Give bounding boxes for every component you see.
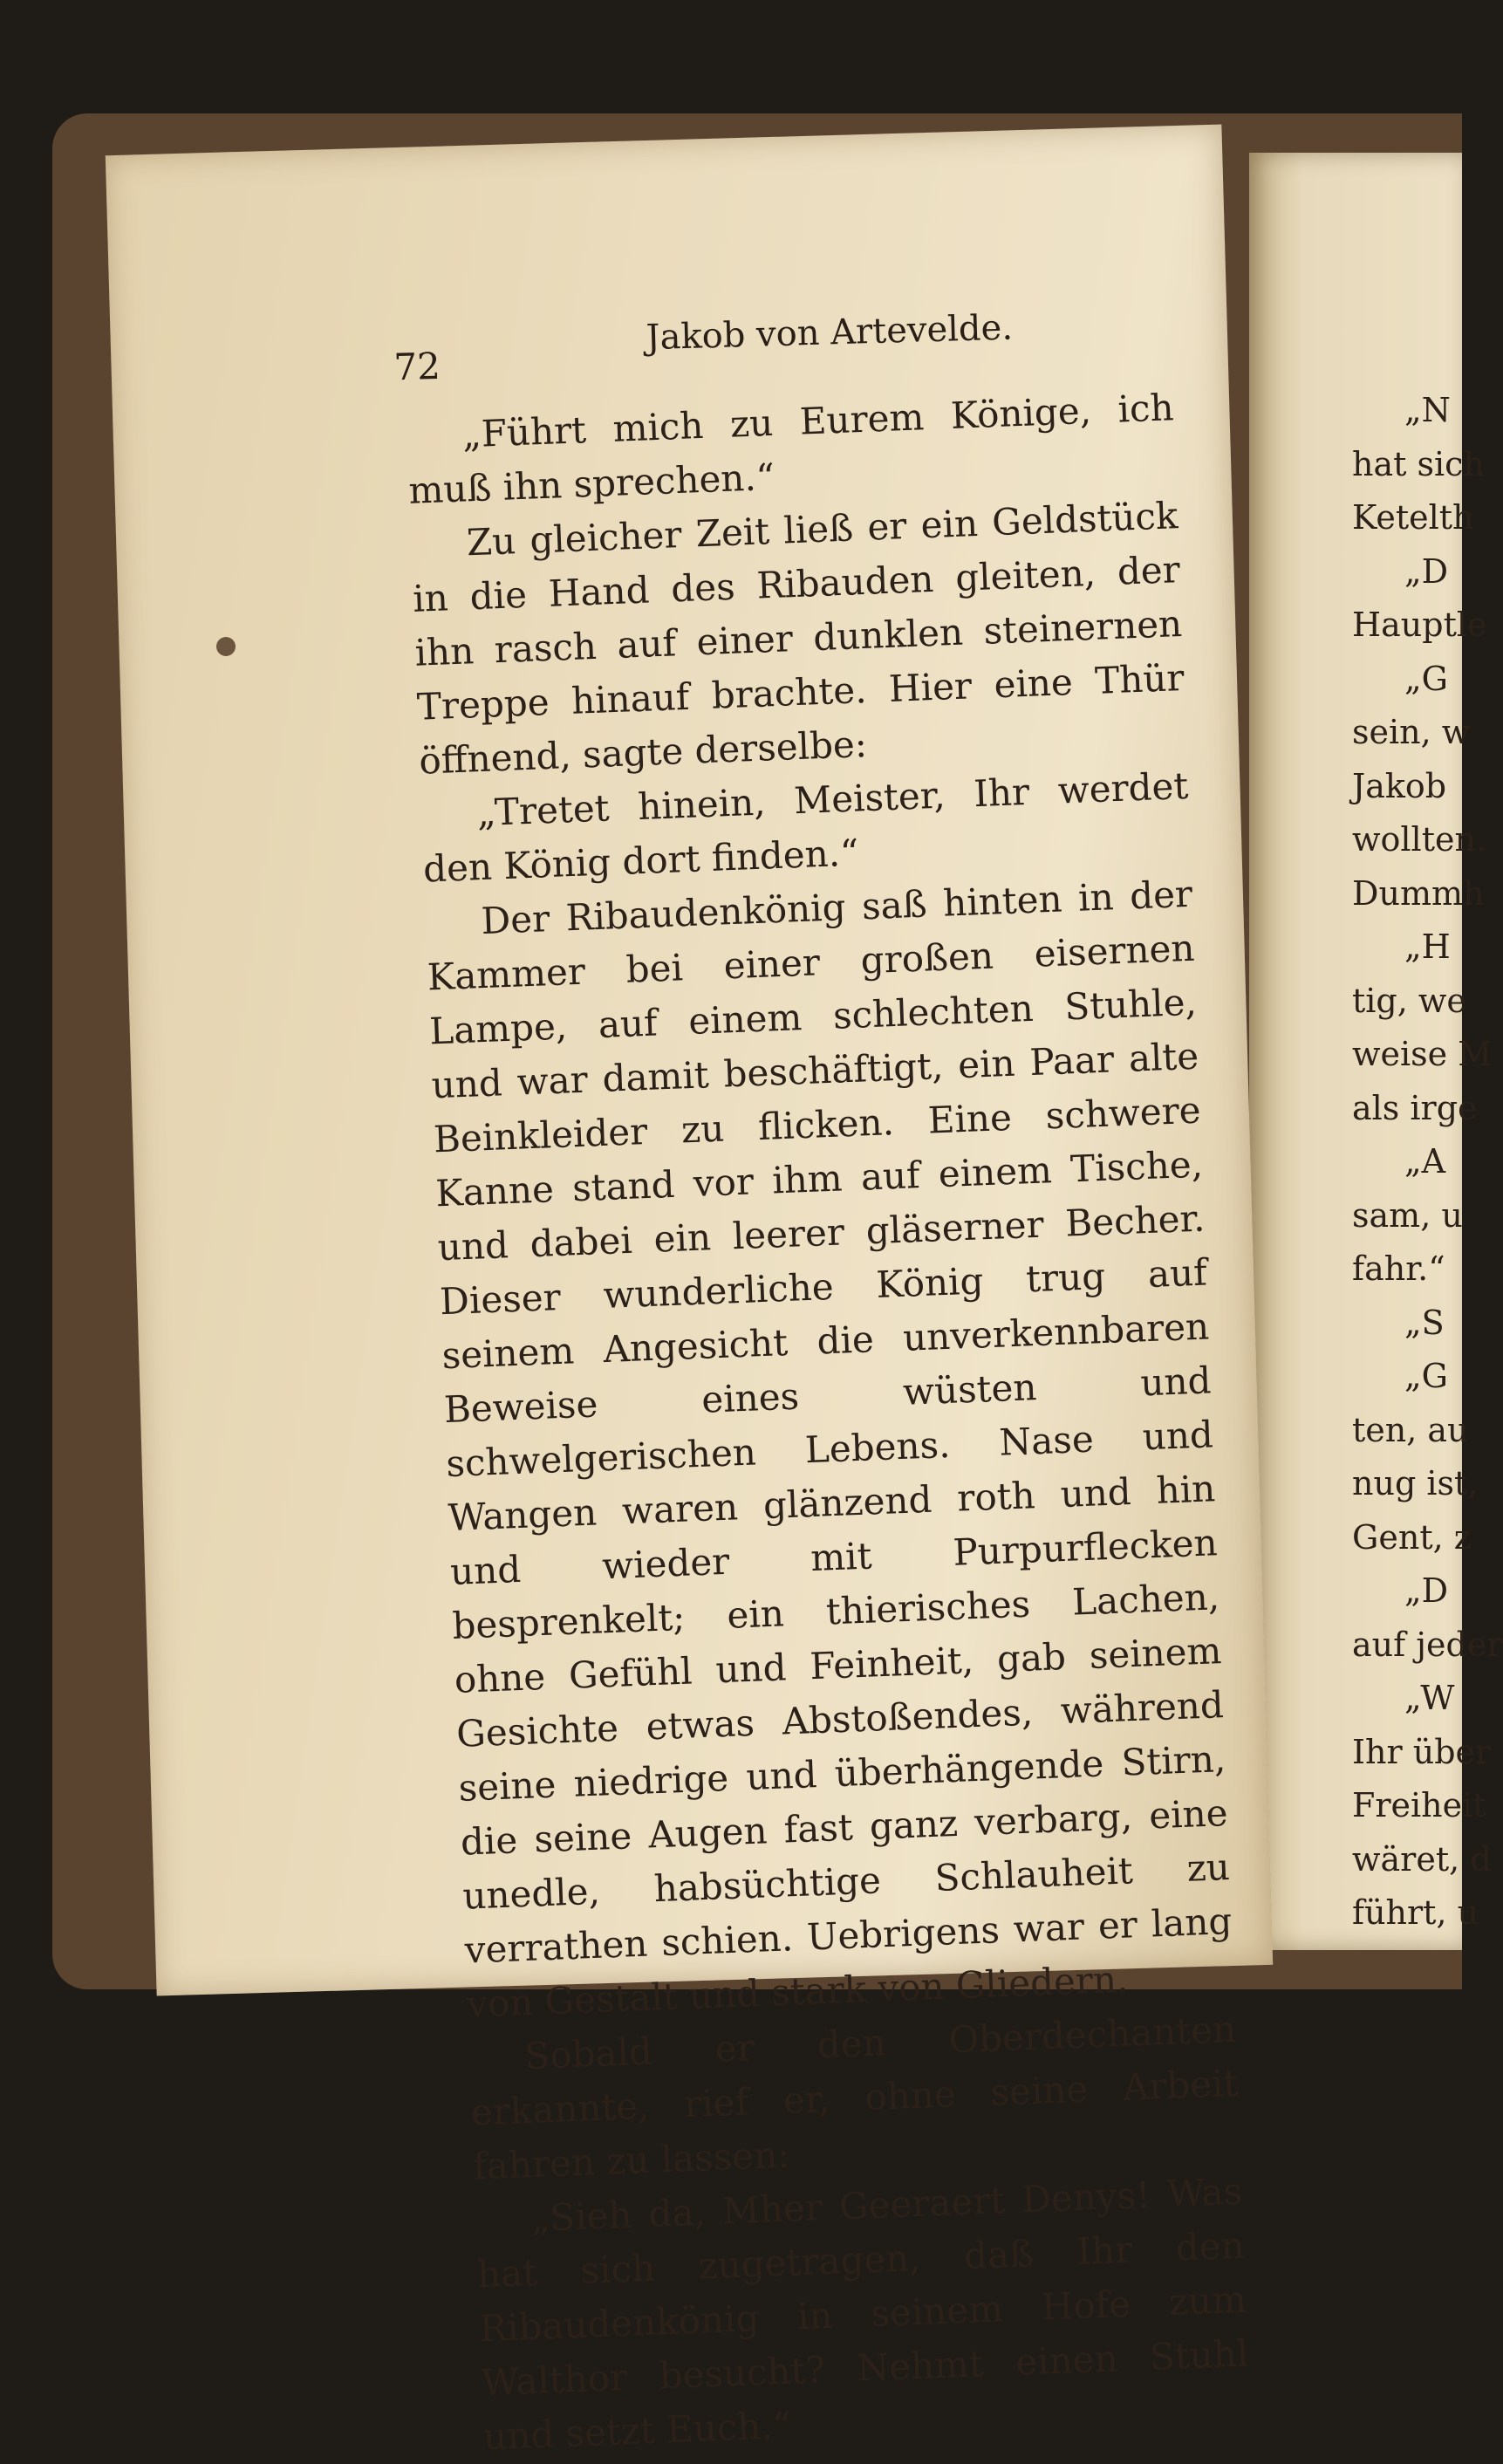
right-page-line: wollten. — [1352, 820, 1487, 859]
right-page-line: Gent, z — [1352, 1517, 1472, 1557]
right-page-line: auf jeder — [1352, 1625, 1503, 1664]
right-page-line: tig, we — [1352, 981, 1466, 1020]
running-head: Jakob von Artevelde. — [645, 307, 1014, 359]
paragraph: Zu gleicher Zeit ließ er ein Geldstück in die Hand des Ribauden gleiten, der ihn rasch auf einer dunklen steinernen Treppe hinauf brachte. Hier eine Thür öffnend, sagte derselbe: — [412, 494, 1185, 783]
paragraph: „Führt mich zu Eurem Könige, ich muß ihn sprechen.“ — [407, 386, 1175, 512]
paragraph: Der Ribaudenkönig saß hinten in der Kammer bei einer großen eisernen Lampe, auf einem schlechten Stuhle, und war damit beschäftigt, ein Paar alte Beinkleider zu flicken. Eine schwere Kanne stand vor ihm auf einem Tische, und dabei ein leerer gläserner Becher. Dieser wunderliche König trug auf seinem Angesicht die unverkennbaren Beweise eines wüsten und schwelgerischen Lebens. Nase und Wangen waren glänzend roth und hin und wieder mit Purpurflecken besprenkelt; ein thierisches Lachen, ohne Gefühl und Feinheit, gab seinem Gesichte etwas Abstoßendes, während seine niedrige und überhängende Stirn, die seine Augen fast ganz verbarg, eine unedle, habsüchtige Schlauheit zu verrathen schien. Uebrigens war er lang von Gestalt und stark von Gliedern. — [427, 872, 1233, 2026]
paragraph: Sobald er den Oberdechanten erkannte, rief er, ohne seine Arbeit fahren zu lassen: — [470, 2007, 1240, 2188]
right-page-line: „G — [1404, 1357, 1449, 1395]
page-stain — [216, 637, 236, 656]
right-page-line: führt, u — [1352, 1893, 1479, 1932]
right-page-line: „H — [1404, 927, 1451, 966]
right-page-line: wäret, d — [1352, 1839, 1492, 1879]
right-page-line: sam, u — [1352, 1195, 1463, 1235]
right-page-line: als irge — [1352, 1088, 1478, 1127]
right-page-line: „G — [1404, 659, 1449, 698]
right-page-line: ten, au — [1352, 1410, 1469, 1449]
right-page-line: weise M — [1352, 1035, 1493, 1073]
page-number: 72 — [393, 344, 441, 389]
right-page-line: fahr.“ — [1352, 1249, 1445, 1288]
right-page-line: Hauptle — [1352, 606, 1487, 644]
right-page-line: nug ist, — [1352, 1464, 1479, 1502]
right-page-line: Jakob — [1352, 766, 1447, 805]
right-page-text — [1352, 384, 1503, 1940]
paragraph: „Tretet hinein, Meister, Ihr werdet den König dort finden.“ — [422, 763, 1190, 891]
right-page-line: „N — [1404, 391, 1451, 429]
main-text-block — [406, 380, 1252, 2464]
paragraph: „Sieh da, Mher Geeraert Denys! Was hat sich zugetragen, daß Ihr den Ribaudenkönig in seinem Hofe zum Walthor besucht? Nehmt einen Stuhl und setzt Euch.“ — [476, 2169, 1250, 2459]
right-page-line: Ketelth — [1352, 498, 1474, 537]
right-page-line: Ihr über — [1352, 1732, 1492, 1771]
right-page-line: „W — [1404, 1679, 1455, 1717]
right-page-line: Freiheit — [1352, 1786, 1486, 1824]
right-page-line: „D — [1404, 1571, 1449, 1610]
right-page-line: sein, w — [1352, 713, 1471, 751]
right-page-line: „S — [1404, 1303, 1445, 1342]
right-page-line: „A — [1404, 1142, 1446, 1181]
right-page-line: hat sich — [1352, 444, 1485, 483]
right-page-line: „D — [1404, 551, 1449, 591]
right-page-line: Dummh — [1352, 873, 1485, 913]
